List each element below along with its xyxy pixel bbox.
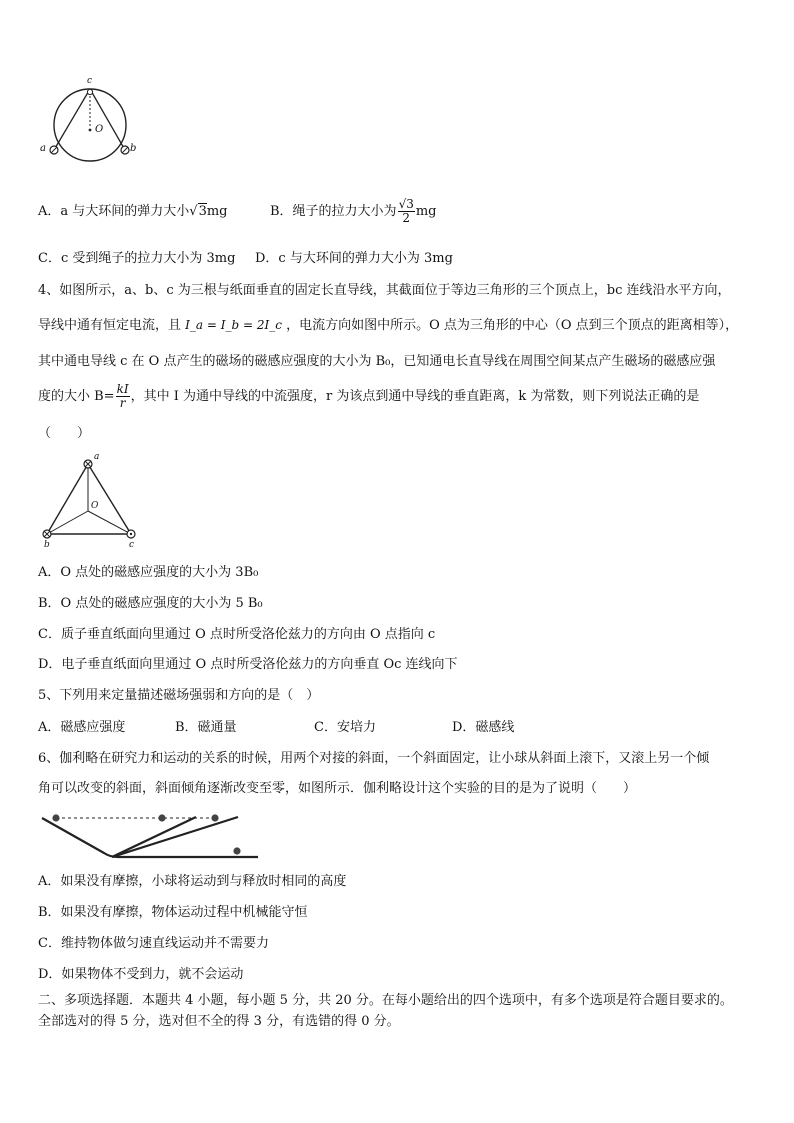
q4-stem-line4: [38, 380, 699, 414]
q4-stem-line4-post: ，其中 I 为通中导线的中流强度，r 为该点到通中导线的垂直距离，k 为常数，则下列说法正确的是: [130, 389, 700, 404]
ring-label-b: b: [130, 143, 137, 154]
q5-option-b: B．磁通量: [175, 720, 237, 735]
q6-stem-line1: 6、伽利略在研究力和运动的关系的时候，用两个对接的斜面，一个斜面固定，让小球从斜面上滚下，又滚上另一个倾: [38, 751, 710, 766]
q6-stem-line2: 角可以改变的斜面，斜面倾角逐渐改变至零，如图所示．伽利略设计这个实验的目的是为了说明（ ）: [38, 781, 637, 796]
q5-option-d: D．磁感线: [452, 720, 515, 735]
q3-option-c: C．c 受到绳子的拉力大小为 3mg: [38, 251, 236, 266]
q4-current-formula: I_a = I_b = 2I_c: [185, 318, 282, 332]
q4-option-c: C．质子垂直纸面向里通过 O 点时所受洛伦兹力的方向由 O 点指向 c: [38, 627, 436, 642]
q5-option-a: A．磁感应强度: [38, 720, 126, 735]
q6-option-c: C．维持物体做匀速直线运动并不需要力: [38, 936, 269, 951]
ring-label-o: O: [95, 124, 104, 135]
q4-answer-paren: （ ）: [38, 426, 91, 441]
q3-option-a-radicand: 3: [198, 204, 207, 219]
q4-formula-numerator: kI: [116, 382, 129, 396]
triangle-figure: [36, 452, 146, 550]
q4-option-b: B．O 点处的磁感应强度的大小为 5 B₀: [38, 596, 263, 611]
q3-option-a-text: A．a 与大环间的弹力大小: [38, 204, 190, 219]
triangle-label-a: a: [94, 452, 100, 462]
q4-option-a: A．O 点处的磁感应强度的大小为 3B₀: [38, 565, 259, 580]
q3-option-a-unit: mg: [206, 204, 228, 219]
q4-option-d: D．电子垂直纸面向里通过 O 点时所受洛伦兹力的方向垂直 Oc 连线向下: [38, 657, 458, 672]
triangle-label-c: c: [129, 540, 135, 550]
q3-option-b-numerator: √3: [398, 197, 414, 211]
q3-option-b-denominator: 2: [402, 211, 411, 225]
q5-stem: 5、下列用来定量描述磁场强弱和方向的是（ ）: [38, 688, 320, 703]
q6-option-a: A．如果没有摩擦，小球将运动到与释放时相同的高度: [38, 874, 347, 889]
triangle-label-o: O: [91, 501, 99, 511]
q4-stem-line4-pre: 度的大小 B=: [38, 389, 115, 404]
q5-option-c: C．安培力: [314, 720, 376, 735]
q3-option-b: [270, 195, 437, 229]
q6-option-d: D．如果物体不受到力，就不会运动: [38, 967, 244, 982]
q4-stem-line2: [38, 317, 738, 334]
q3-option-b-unit: mg: [415, 204, 437, 219]
section2-line2: 全部选对的得 5 分，选对但不全的得 3 分，有选错的得 0 分。: [38, 1014, 400, 1029]
q3-option-a: A．a 与大环间的弹力大小√3mg: [38, 204, 228, 219]
ring-label-a: a: [40, 143, 46, 154]
q4-formula-denominator: r: [119, 396, 126, 410]
q4-stem-line1: 4、如图所示，a、b、c 为三根与纸面垂直的固定长直导线，其截面位于等边三角形的三个顶点上，bc 连线沿水平方向，: [38, 283, 731, 298]
ring-label-c: c: [87, 76, 93, 86]
q3-option-d: D．c 与大环间的弹力大小为 3mg: [255, 251, 453, 266]
ring-figure: [38, 76, 138, 162]
q4-stem-line2-post: ，电流方向如图中所示。O 点为三角形的中心（O 点到三个顶点的距离相等），: [286, 318, 739, 333]
section2-line1: 二、多项选择题．本题共 4 小题，每小题 5 分，共 20 分。在每小题给出的四个选项中，有多个选项是符合题目要求的。: [38, 993, 733, 1008]
q6-option-b: B．如果没有摩擦，物体运动过程中机械能守恒: [38, 905, 308, 920]
triangle-label-b: b: [44, 540, 50, 550]
q3-option-b-text: B．绳子的拉力大小为: [270, 204, 397, 219]
q4-stem-line3: 其中通电导线 c 在 O 点产生的磁场的磁感应强度的大小为 B₀，已知通电长直导线在周围空间某点产生磁场的磁感应强: [38, 354, 716, 369]
incline-figure: [38, 808, 263, 863]
q4-stem-line2-pre: 导线中通有恒定电流，且: [38, 318, 182, 333]
